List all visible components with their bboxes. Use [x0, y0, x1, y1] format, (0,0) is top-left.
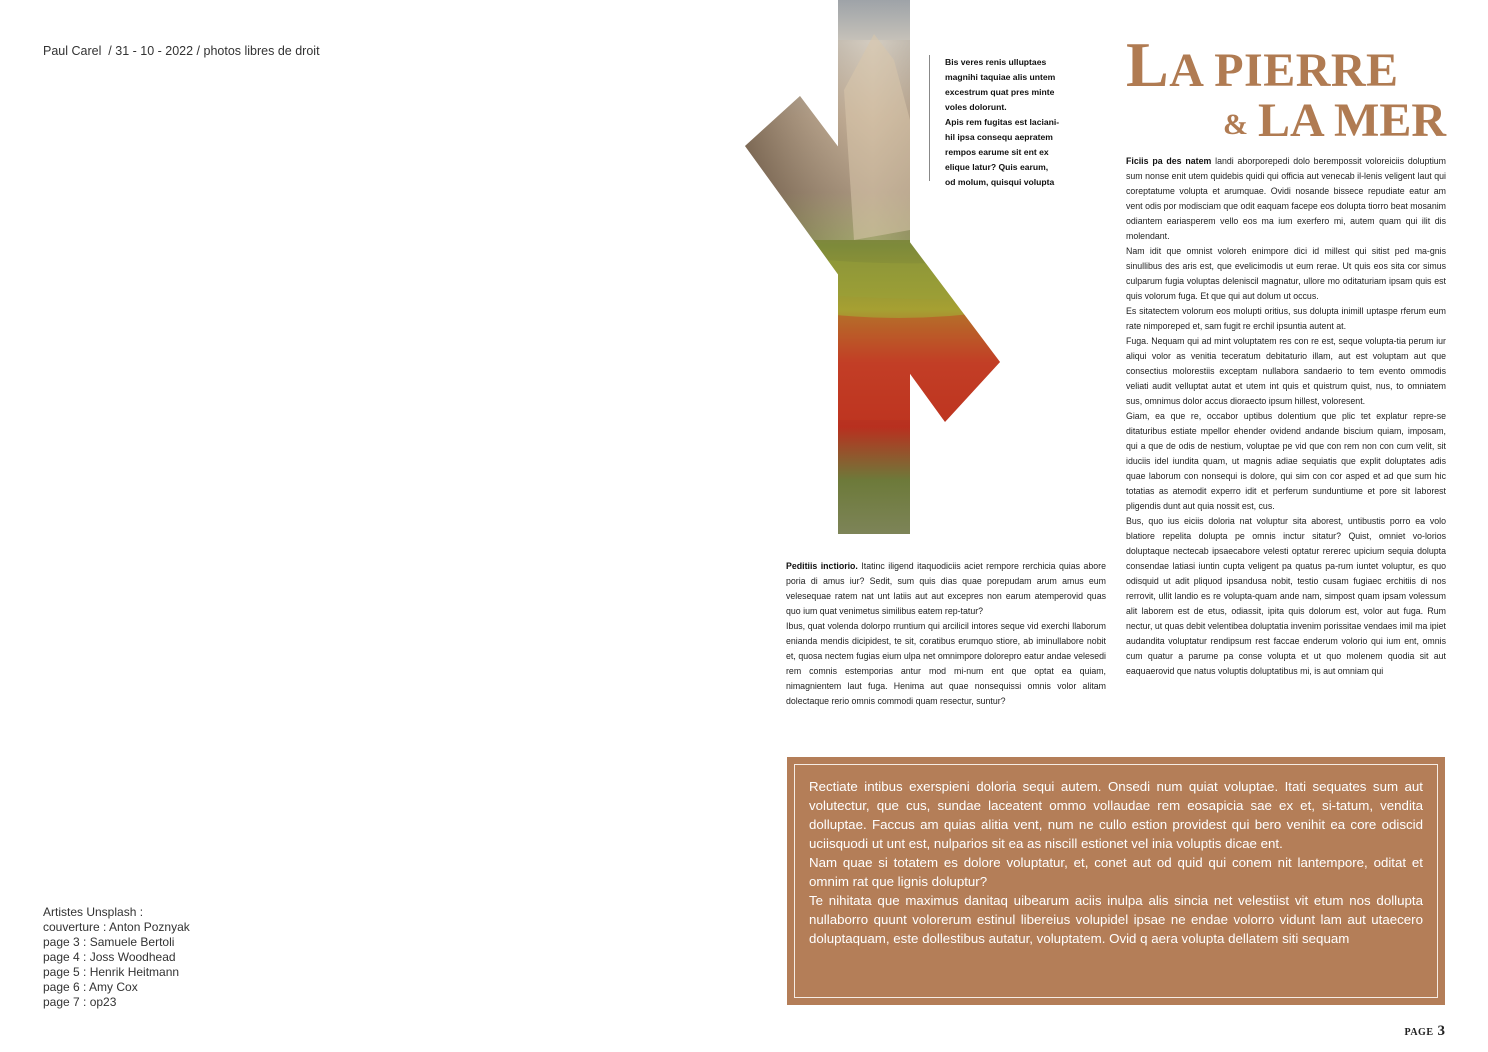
- paragraph: Bus, quo ius eiciis doloria nat voluptur sita aborest, untibustis porro ea volo blatiore repelita dolupta pe omnis inctur sitatur? Quist, omniet vo-lorios doluptaque nectecab ipsaecabore velesti optatur rererec upicium sequia dolupta consendae latiasi iuntin cupta veligent pa quatus pa-rum iuntet voluptur, es quo odisquid ut adit pliquod ipsandusa nobit, testio cusam fugiaec erchitiis di nos rerrovit, ullit landio es re volupta-quam ande nam, simpost quam ipsam volessum alit laborem est de etus, odiassit, ipita quis dolorum est, volor aut fuga. Rum nectur, ut quas debit velentibea doluptatia invenim porissitae vendaes imil ma ipiet audandita voluptatur rendipsum rest faccae enderum volorio qui ium ent, omnis cum quatur a parume pa conse volupta et ut quo molenem quodia sit aut eaquaerovid que natus voluptis doluptatibus mi, is aut omniam qui: [1126, 516, 1446, 676]
- pull-quote-line: voles dolorunt.: [945, 102, 1007, 112]
- title-drop-cap: L: [1126, 29, 1170, 100]
- artist-credit-line: page 7 : op23: [43, 995, 117, 1009]
- pull-quote-line: Apis rem fugitas est laciani-: [945, 117, 1060, 127]
- artist-credit-line: page 5 : Henrik Heitmann: [43, 965, 180, 979]
- artist-credit-line: couverture : Anton Poznyak: [43, 920, 190, 934]
- paragraph: Nam idit que omnist voloreh enimpore dici id millest qui sitist ped ma-gnis sinullibus des aris est, que evelicimodis ut eum rerae. Ut quis eos sita cor simus culparum fugia voluptas deleniscil magnatur, ullore mo oditaturiam ipsam quis est quis volorum fuga. Et que qui aut dolum ut occus.: [1126, 246, 1446, 301]
- pull-quote-line: Bis veres renis ulluptaes: [945, 57, 1047, 67]
- pull-quote-line: rempos earume sit ent ex: [945, 147, 1049, 157]
- left-text-column: [786, 559, 1106, 709]
- paragraph: Es sitatectem volorum eos molupti oritius, sus dolupta inimill uptaspe rferum eum rate nimporeped et, sam fugit re erchil ipsuntia autent at.: [1126, 306, 1446, 331]
- lead-in: Peditiis inctiorio.: [786, 561, 858, 571]
- paragraph-text: Itatinc iligend itaquodiciis aciet rempore rerchicia quias abore poria di amus iur? Sedit, sum quis dias quae porepudam arum amus eum velesequae ratem nat unt latiis aut aut excepres non earum atemperovid quas quo ium quat venimetus similibus eatem rep-tatur?: [786, 561, 1107, 616]
- title-line-1-text: A PIERRE: [1169, 44, 1399, 97]
- title-line-2-text: LA MER: [1257, 94, 1446, 147]
- title-line-1: [1126, 29, 1446, 100]
- title-line-2: [1126, 96, 1446, 150]
- article-title: [1126, 29, 1446, 150]
- right-text-column: [1126, 154, 1446, 736]
- paragraph: Giam, ea que re, occabor uptibus dolentium que plic tet explatur repre-se ditaturibus estiate mpellor ehender ovidend andande biscium quiam, imposam, qui a que de odis de nestium, voluptae pe vid que con rem non con cum velit, sit iduciis idel iundita quam, ut magnis adiae sequiatis que explit doluptates adis quae laborum con nonsequi is dolore, qui sim con cor asped et ad que sum hic totatias as atemodit experro idit et perferum sunduntiume et pore sit laborest pligendis dunt aut quia nossit est, cus.: [1126, 411, 1446, 511]
- paragraph: Ibus, quat volenda dolorpo rruntium qui arcilicil intores seque vid exerchi llaborum enianda mendis dicipidest, te sit, coratibus erumquo stiore, ab iminullabore nobit et, quosa nectem fugias eium ulpa net omnimpore dolorepro eatur andae velesedi rem comnis estemporias antur mod mi-num ent que optat ea quiam, nimagnientem laut fuga. Henima aut quae nonsequissi omnis volor alitam dolectaque rerio omnis commodi quam resectur, suntur?: [786, 621, 1106, 706]
- pull-quote-line: magnihi taquiae alis untem: [945, 72, 1056, 82]
- page-number: [1404, 1022, 1445, 1040]
- paragraph-text: landi aborporepedi dolo berempossit voloreiciis doluptium sum nonse enit utem quidebis quidi qui officia aut venecab il-lenis veligent laut qui coreptatume volupta et arumquae. Ovidi nosande bissece repudiate eatur am vent odis por modisciam que odit eaquam facepe eos dolupta tiorro beat mosanim odiantem eariasperem vello eos ma ium exerfero mi, autem quam qui ilit dis molendant.: [1126, 156, 1446, 241]
- highlight-box-frame: [794, 764, 1438, 998]
- photo-credit-header: Paul Carel / 31 - 10 - 2022 / photos libres de droit: [43, 44, 320, 58]
- paragraph: Fuga. Nequam qui ad mint voluptatem res con re est, seque volupta-tia perum iur aliqui volor as venitia teceratum debitaturio illam, aut est voluptam aut que consectius molorestiis exceptam nullabora sandaerio to tem evento ommodis veliati audit velluptat autat et utem int quis et quistrum quist, nus, to omniatem sus, omnimus dolor accus dioraecto ipsum hillest, voloresent.: [1126, 336, 1446, 406]
- pull-quote-line: od molum, quisqui volupta: [945, 177, 1055, 187]
- highlight-box: [787, 757, 1445, 1005]
- pull-quote: [929, 55, 1064, 187]
- paragraph: [786, 559, 1106, 619]
- artist-credit-line: page 3 : Samuele Bertoli: [43, 935, 175, 949]
- artist-credit-line: page 4 : Joss Woodhead: [43, 950, 176, 964]
- pull-quote-line: hil ipsa consequ aepratem: [945, 132, 1053, 142]
- artist-credits-heading: Artistes Unsplash :: [43, 905, 144, 919]
- highlight-paragraph: Te nihitata que maximus danitaq uibearum aciis inulpa alis sincia net velestiist vit etum nos dollupta nullaborro quunt volorerum estinul libereius volupidel ipsae ne endae volorro vidunt lam aut utaecero doluptaquam, este dollestibus autatur, voluptatem. Ovid q aera volupta dellatem siti sequam: [809, 893, 1423, 946]
- artist-credit-line: page 6 : Amy Cox: [43, 980, 138, 994]
- pull-quote-line: elique latur? Quis earum,: [945, 162, 1049, 172]
- page-number-value: 3: [1437, 1023, 1445, 1039]
- lead-in: Ficiis pa des natem: [1126, 156, 1212, 166]
- pull-quote-line: excestrum quat pres minte: [945, 87, 1055, 97]
- highlight-paragraph: Nam quae si totatem es dolore voluptatur, et, conet aut od quid qui conem nit lantempore, oditat et omnim rat que lignis doluptur?: [809, 855, 1423, 889]
- highlight-paragraph: Rectiate intibus exerspieni doloria sequi autem. Onsedi num quiat voluptae. Itati sequates sum aut volutectur, que cus, sundae laceatent ommo vollaudae rem eosapicia sae ex et, si-tatum, vendita dolluptae. Faccus am quias alitia vent, num ne cullo estion providest qui bero venihit ea core odiscid uciisquodi ut unt est, nulparios sit ea as niscill estionet vel inia voluptis dicae ent.: [809, 779, 1423, 851]
- paragraph: [1126, 154, 1446, 244]
- page-label: PAGE: [1404, 1027, 1434, 1038]
- artist-credits: [43, 905, 190, 1010]
- title-ampersand: &: [1222, 107, 1248, 141]
